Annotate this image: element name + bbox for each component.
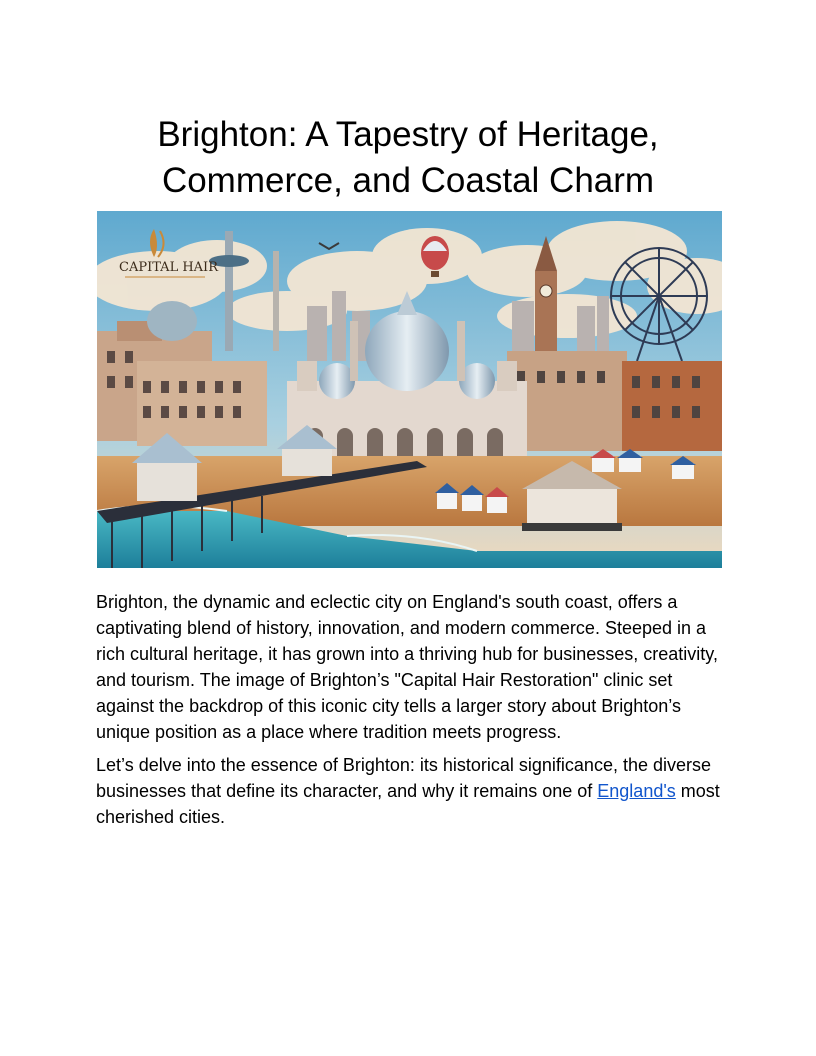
- title-line-1: Brighton: A Tapestry of Heritage,: [157, 115, 659, 154]
- brighton-hero-image: [97, 211, 722, 568]
- page-title: [96, 112, 720, 204]
- overview-text-start: Let’s delve into the essence of Brighton: its historical significance, the diverse businesses that define its character, and why it remains one of: [96, 755, 712, 801]
- england-link[interactable]: England's: [597, 781, 676, 801]
- logo-text: CAPITAL HAIR: [119, 260, 218, 275]
- overview-paragraph: [96, 752, 722, 830]
- title-line-2: Commerce, and Coastal Charm: [161, 161, 655, 200]
- overview-text-end: most cherished cities.: [96, 781, 720, 827]
- intro-paragraph: Brighton, the dynamic and eclectic city on England's south coast, offers a captivating blend of history, innovation, and modern commerce. Steeped in a rich cultural heritage, it has grown into a thriving hub for businesses, creativity, and tourism. The image of Brighton’s "Capital Hair Restoration" clinic set against the backdrop of this iconic city tells a larger story about Brighton’s unique position as a place where tradition meets progress.: [96, 592, 718, 742]
